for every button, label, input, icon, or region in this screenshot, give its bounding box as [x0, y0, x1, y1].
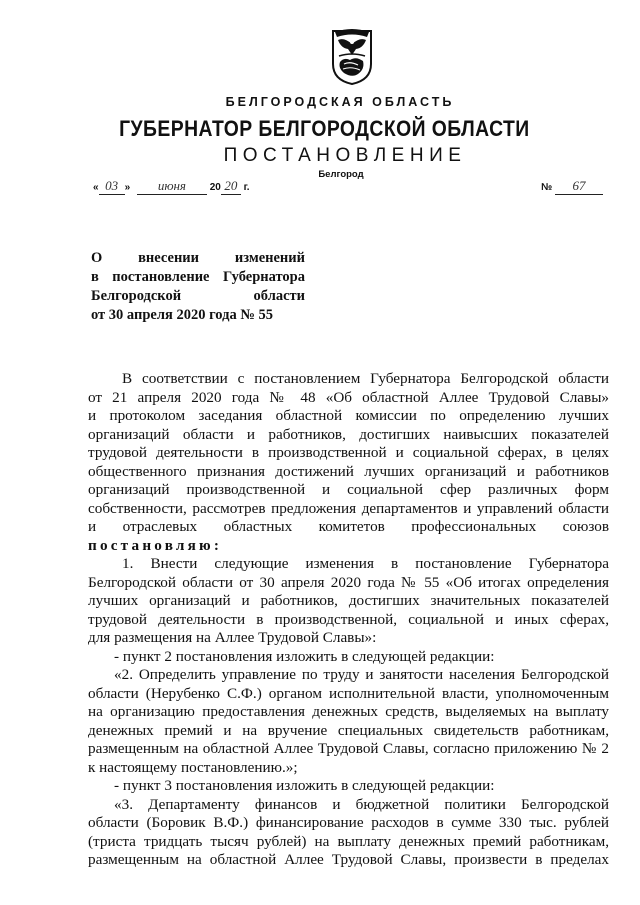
- body-line: Белгородской области от 30 апреля 2020 года № 55 «Об итогах определения: [88, 573, 609, 591]
- body-line: и протоколом заседания областной комиссии по определению лучших: [88, 407, 609, 424]
- body-line: области (Боровик В.Ф.) финансирование расходов в сумме 330 тыс. рублей: [88, 814, 609, 831]
- body-line: собственности, рассмотрев предложения департаментов и управлений области: [88, 499, 609, 517]
- body-line: денежных премий и на вручение специальных свидетельств работникам,: [88, 721, 609, 739]
- body-line: «3. Департаменту финансов и бюджетной политики Белгородской: [114, 795, 609, 813]
- body-line: лучших организаций и работников, достигших значительных показателей: [88, 592, 609, 609]
- body-line: для размещения на Аллее Трудовой Славы»:: [88, 629, 377, 646]
- body-line: от 21 апреля 2020 года № 48 «Об областной Аллее Трудовой Славы»: [88, 388, 609, 406]
- date-quote-open: «: [93, 182, 99, 193]
- body-line-decree-word: постановляю:: [88, 536, 223, 554]
- subject-line: в постановление Губернатора: [91, 269, 305, 285]
- document-body: [88, 370, 609, 870]
- body-line: на организацию предоставления денежных средств, выделяемых на выплату: [88, 703, 609, 720]
- coat-of-arms-icon: [330, 28, 374, 86]
- body-line: «2. Определить управление по труду и занятости населения Белгородской: [114, 666, 609, 683]
- body-line: области (Нерубенко С.Ф.) органом исполнительной власти, уполномоченным: [88, 684, 609, 702]
- body-line: - пункт 2 постановления изложить в следующей редакции:: [114, 647, 495, 665]
- number-value: 67: [555, 178, 603, 195]
- body-line: трудовой деятельности в производственной, социальной и иных сферах,: [88, 610, 609, 628]
- date-year-prefix: 20: [209, 182, 221, 193]
- body-line: общественного признания достижений лучших организаций и работников: [88, 462, 609, 480]
- body-line: 1. Внести следующие изменения в постановление Губернатора: [122, 555, 609, 572]
- governor-title: ГУБЕРНАТОР БЕЛГОРОДСКОЙ ОБЛАСТИ: [119, 116, 530, 141]
- body-line: размещенным на областной Аллее Трудовой Славы, согласно приложению № 2: [88, 740, 609, 757]
- subject-line: Белгородской области: [91, 288, 305, 304]
- document-number: [541, 178, 603, 195]
- document-type: ПОСТАНОВЛЕНИЕ: [223, 145, 467, 166]
- date-quote-close: »: [124, 182, 131, 193]
- subject-line: от 30 апреля 2020 года № 55: [91, 307, 274, 323]
- body-line: организаций производственной и социальной сфер различных форм: [88, 481, 609, 498]
- number-label: №: [541, 182, 553, 193]
- date-year-suffix: 20: [221, 178, 241, 195]
- body-line: В соответствии с постановлением Губернатора Белгородской области: [122, 370, 609, 387]
- body-line: (триста тридцать тысяч рублей) на выплату денежных премий работникам,: [88, 832, 609, 850]
- body-line: размещенным на областной Аллее Трудовой Славы, произвести в пределах: [88, 851, 609, 868]
- date-line: [93, 178, 250, 195]
- document-subject: [91, 249, 305, 325]
- body-line: к настоящему постановлению.»;: [88, 758, 298, 776]
- body-line: - пункт 3 постановления изложить в следующей редакции:: [114, 777, 495, 794]
- region-title: БЕЛГОРОДСКАЯ ОБЛАСТЬ: [225, 95, 455, 109]
- body-line: и отраслевых областных комитетов профессиональных союзов: [88, 518, 609, 535]
- date-month: июня: [137, 178, 207, 195]
- body-line: организаций области и работников, достигших наивысших показателей: [88, 425, 609, 443]
- city-label: Белгород: [318, 169, 364, 180]
- date-year-end: г.: [243, 182, 250, 193]
- body-line: трудовой деятельности в производственной и социальной сферах, в целях: [88, 444, 609, 461]
- subject-line: О внесении изменений: [91, 250, 305, 266]
- date-day: 03: [99, 178, 125, 195]
